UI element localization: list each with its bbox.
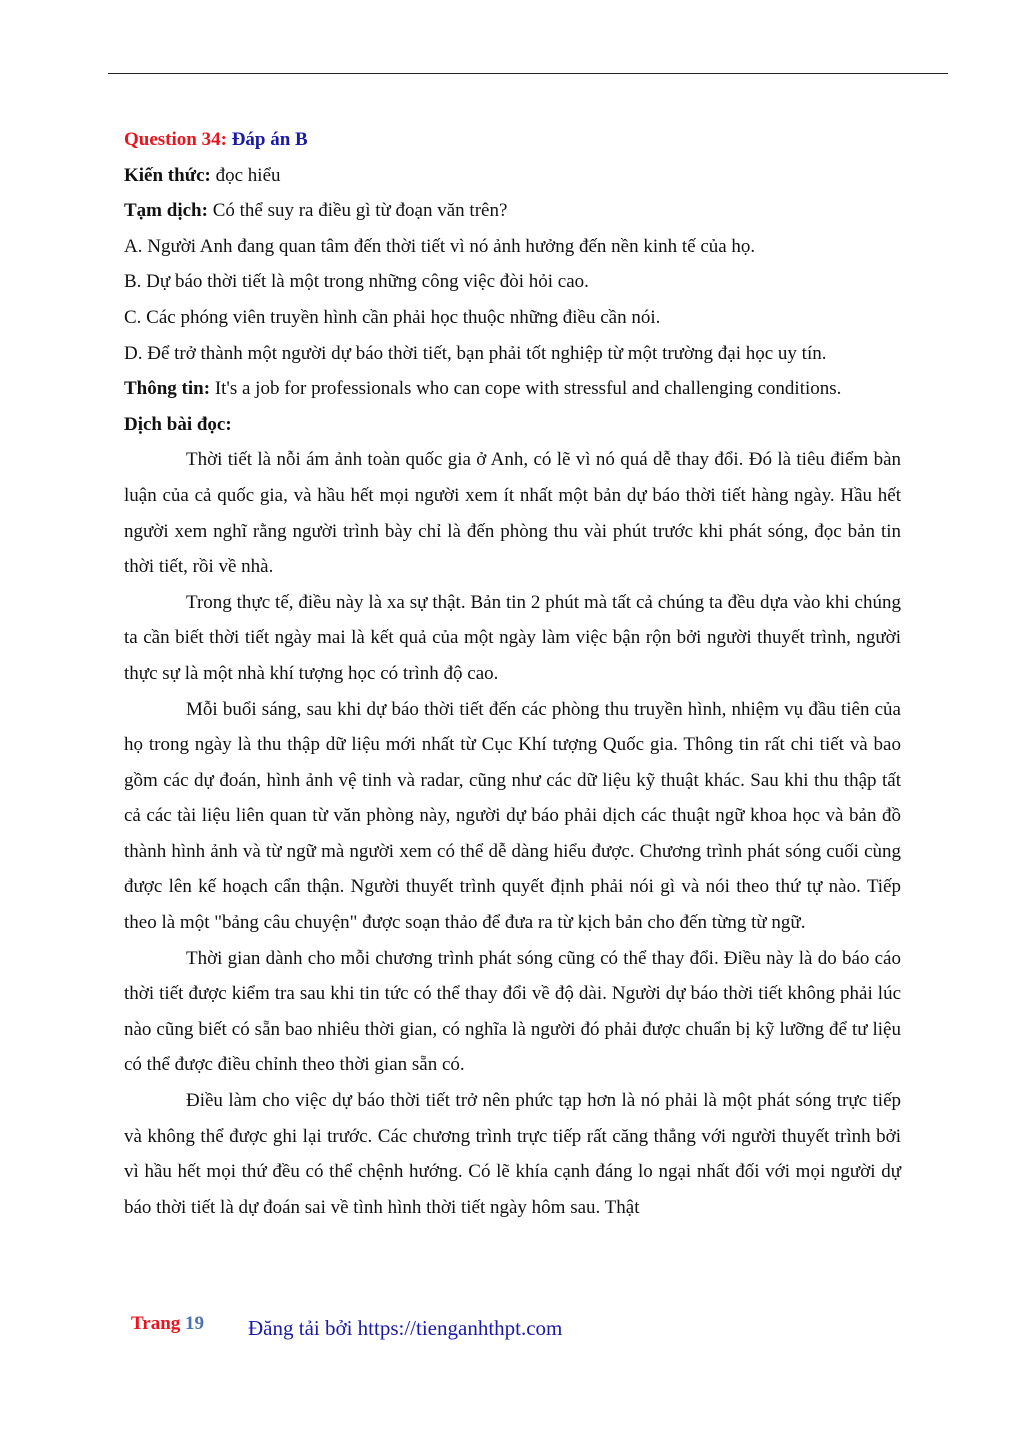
info-value: It's a job for professionals who can cope with stressful and challenging conditions. bbox=[214, 378, 842, 400]
info-label: Thông tin: bbox=[124, 378, 211, 400]
reading-paragraph: Trong thực tế, điều này là xa sự thật. Bản tin 2 phút mà tất cả chúng ta đều dựa vào khi chúng ta cần biết thời tiết ngày mai là kết quả của một ngày làm việc bận rộn bởi người thuyết trình, người thực sự là một nhà khí tượng học có trình độ cao. bbox=[124, 591, 901, 684]
question-answer: Đáp án B bbox=[231, 129, 308, 150]
page-content bbox=[124, 122, 901, 1225]
header-rule bbox=[108, 73, 948, 74]
question-heading bbox=[124, 122, 901, 158]
info-line bbox=[124, 371, 901, 407]
reading-paragraph: Mỗi buổi sáng, sau khi dự báo thời tiết đến các phòng thu truyền hình, nhiệm vụ đầu tiên của họ trong ngày là thu thập dữ liệu mới nhất từ Cục Khí tượng Quốc gia. Thông tin rất chi tiết và bao gồm các dự đoán, hình ảnh vệ tinh và radar, cũng như các dữ liệu kỹ thuật khác. Sau khi thu thập tất cả các tài liệu liên quan từ văn phòng này, người dự báo phải dịch các thuật ngữ khoa học và bản đồ thành hình ảnh và từ ngữ mà người xem có thể dễ dàng hiểu được. Chương trình phát sóng cuối cùng được lên kế hoạch cẩn thận. Người thuyết trình quyết định phải nói gì và nói theo thứ tự nào. Tiếp theo là một "bảng câu chuyện" được soạn thảo để đưa ra từ kịch bản cho đến từng từ ngữ. bbox=[124, 698, 901, 934]
page-label: Trang bbox=[131, 1313, 181, 1334]
option-a: A. Người Anh đang quan tâm đến thời tiết vì nó ảnh hưởng đến nền kinh tế của họ. bbox=[124, 235, 756, 257]
uploaded-by-link[interactable]: Đăng tải bởi https://tienganhthpt.com bbox=[248, 1316, 563, 1340]
question-label: Question 34: bbox=[124, 129, 227, 150]
reading-heading: Dịch bài đọc: bbox=[124, 413, 232, 435]
knowledge-label: Kiến thức: bbox=[124, 164, 211, 186]
page-indicator bbox=[131, 1313, 204, 1335]
translation-line bbox=[124, 193, 901, 229]
translation-label: Tạm dịch: bbox=[124, 200, 208, 222]
reading-paragraph: Thời gian dành cho mỗi chương trình phát sóng cũng có thể thay đổi. Điều này là do báo cáo thời tiết được kiểm tra sau khi tin tức có thể thay đổi về độ dài. Người dự báo thời tiết không phải lúc nào cũng biết có sẵn bao nhiêu thời gian, có nghĩa là người đó phải được chuẩn bị kỹ lưỡng để tư liệu có thể được điều chỉnh theo thời gian sẵn có. bbox=[124, 947, 901, 1076]
knowledge-line bbox=[124, 158, 901, 194]
option-c: C. Các phóng viên truyền hình cần phải học thuộc những điều cần nói. bbox=[124, 306, 661, 328]
translation-value: Có thể suy ra điều gì từ đoạn văn trên? bbox=[212, 200, 508, 222]
page-number: 19 bbox=[185, 1313, 205, 1334]
knowledge-value: đọc hiểu bbox=[215, 164, 281, 186]
option-d: D. Để trở thành một người dự báo thời tiết, bạn phải tốt nghiệp từ một trường đại học uy tín. bbox=[124, 342, 827, 364]
reading-paragraph: Thời tiết là nỗi ám ảnh toàn quốc gia ở Anh, có lẽ vì nó quá dễ thay đổi. Đó là tiêu điểm bàn luận của cả quốc gia, và hầu hết mọi người xem ít nhất một bản dự báo thời tiết hàng ngày. Hầu hết người xem nghĩ rằng người trình bày chỉ là đến phòng thu vài phút trước khi phát sóng, đọc bản tin thời tiết, rồi về nhà. bbox=[124, 449, 901, 578]
reading-paragraph: Điều làm cho việc dự báo thời tiết trở nên phức tạp hơn là nó phải là một phát sóng trực tiếp và không thể được ghi lại trước. Các chương trình trực tiếp rất căng thẳng với người thuyết trình bởi vì hầu hết mọi thứ đều có thể chệnh hướng. Có lẽ khía cạnh đáng lo ngại nhất đối với mọi người dự báo thời tiết là dự đoán sai về tình hình thời tiết ngày hôm sau. Thật bbox=[124, 1090, 901, 1218]
option-b: B. Dự báo thời tiết là một trong những công việc đòi hỏi cao. bbox=[124, 271, 589, 293]
